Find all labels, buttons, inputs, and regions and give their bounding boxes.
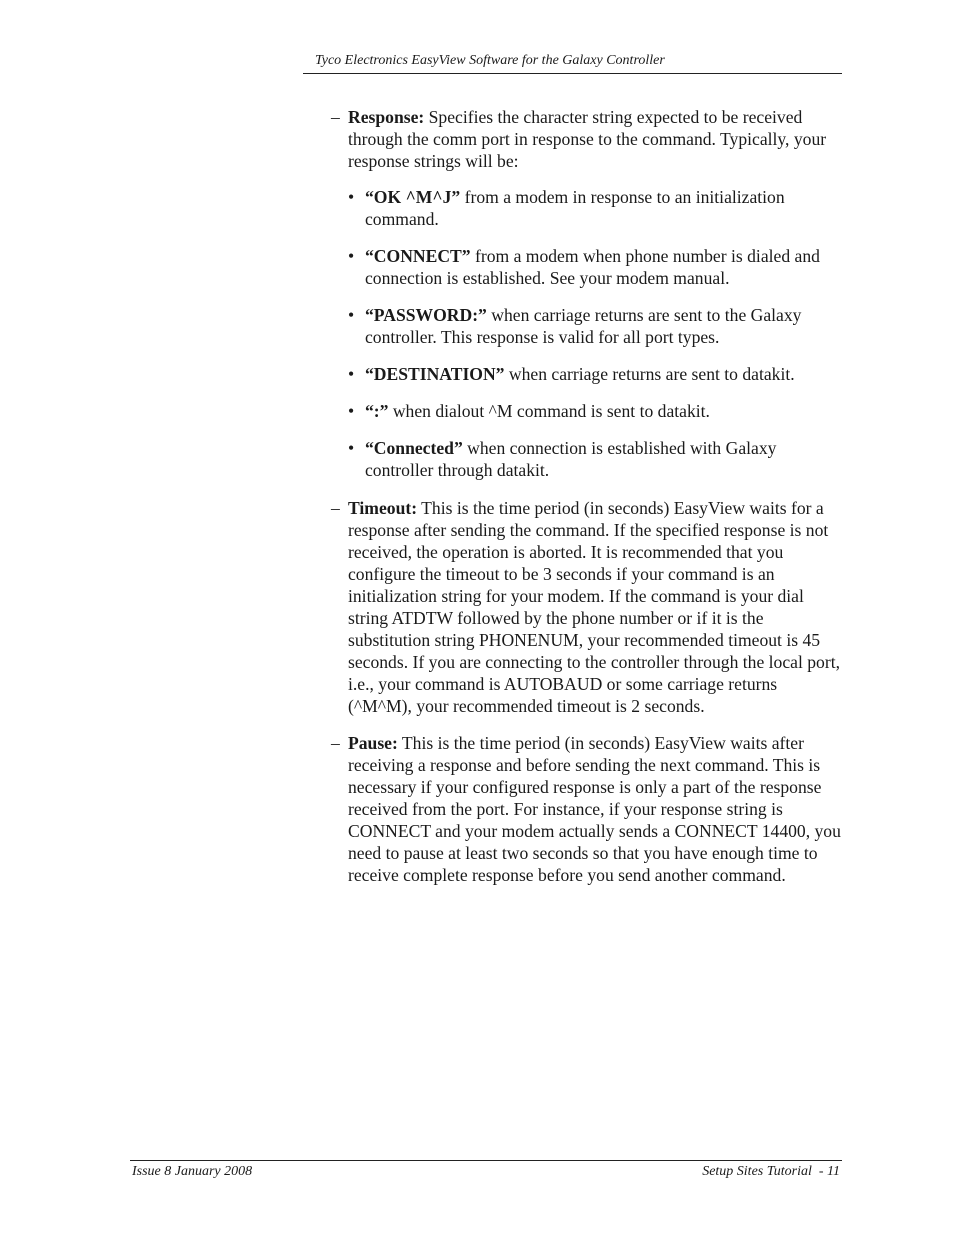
response-label: Response: [348, 107, 425, 127]
list-item [348, 304, 842, 348]
bullet-marker: • [348, 187, 355, 207]
response-text: Specifies the character string expected to be received through the comm port in response to the command. Typically, your response strings will be: [348, 107, 827, 171]
dash-marker: – [331, 498, 340, 518]
bullet-text: when carriage returns are sent to the Galaxy controller. This response is valid for all port types. [365, 305, 802, 347]
bullet-label: “:” [365, 401, 389, 421]
list-item [348, 400, 842, 422]
response-strings-list [348, 186, 842, 481]
list-item [348, 437, 842, 481]
response-section [328, 106, 842, 481]
bullet-marker: • [348, 438, 355, 458]
bullet-label: “DESTINATION” [365, 364, 505, 384]
timeout-text: This is the time period (in seconds) EasyView waits for a response after sending the command. If the specified response is not received, the operation is aborted. It is recommended that you configure the timeout to be 3 seconds if your command is an initialization string for your modem. If the command is your dial string ATDTW followed by the phone number or if it is the substitution string PHONENUM, your recommended timeout is 45 seconds. If you are connecting to the controller through the local port, i.e., your command is AUTOBAUD or some carriage returns (^M^M), your recommended timeout is 2 seconds. [348, 498, 840, 716]
footer-page-number: Setup Sites Tutorial - 11 [702, 1164, 840, 1179]
list-item [348, 363, 842, 385]
page-body [328, 106, 842, 886]
bullet-marker: • [348, 364, 355, 384]
bullet-label: “Connected” [365, 438, 463, 458]
pause-section [328, 732, 842, 886]
bullet-text: when carriage returns are sent to datakit. [504, 364, 795, 384]
bullet-label: “PASSWORD:” [365, 305, 487, 325]
list-item [348, 186, 842, 230]
pause-label: Pause: [348, 733, 398, 753]
timeout-label: Timeout: [348, 498, 418, 518]
bullet-text: from a modem when phone number is dialed and connection is established. See your modem manual. [365, 246, 820, 288]
dash-marker: – [331, 107, 340, 127]
dash-marker: – [331, 733, 340, 753]
bullet-label: “CONNECT” [365, 246, 471, 266]
running-header [303, 52, 842, 74]
bullet-marker: • [348, 246, 355, 266]
running-footer [130, 1160, 842, 1181]
bullet-marker: • [348, 401, 355, 421]
pause-text: This is the time period (in seconds) EasyView waits after receiving a response and before sending the next command. This is necessary if your configured response is only a part of the response received from the port. For instance, if your response string is CONNECT and your modem actually sends a CONNECT 14400, you need to pause at least two seconds so that you have enough time to receive complete response before you send another command. [348, 733, 841, 885]
header-title: Tyco Electronics EasyView Software for the Galaxy Controller [315, 53, 665, 68]
footer-issue-date: Issue 8 January 2008 [132, 1164, 253, 1179]
timeout-section [328, 497, 842, 717]
list-item [348, 245, 842, 289]
bullet-label: “OK ^M^J” [365, 187, 461, 207]
bullet-marker: • [348, 305, 355, 325]
bullet-text: from a modem in response to an initialization command. [365, 187, 785, 229]
bullet-text: when dialout ^M command is sent to datakit. [388, 401, 710, 421]
bullet-text: when connection is established with Galaxy controller through datakit. [365, 438, 777, 480]
